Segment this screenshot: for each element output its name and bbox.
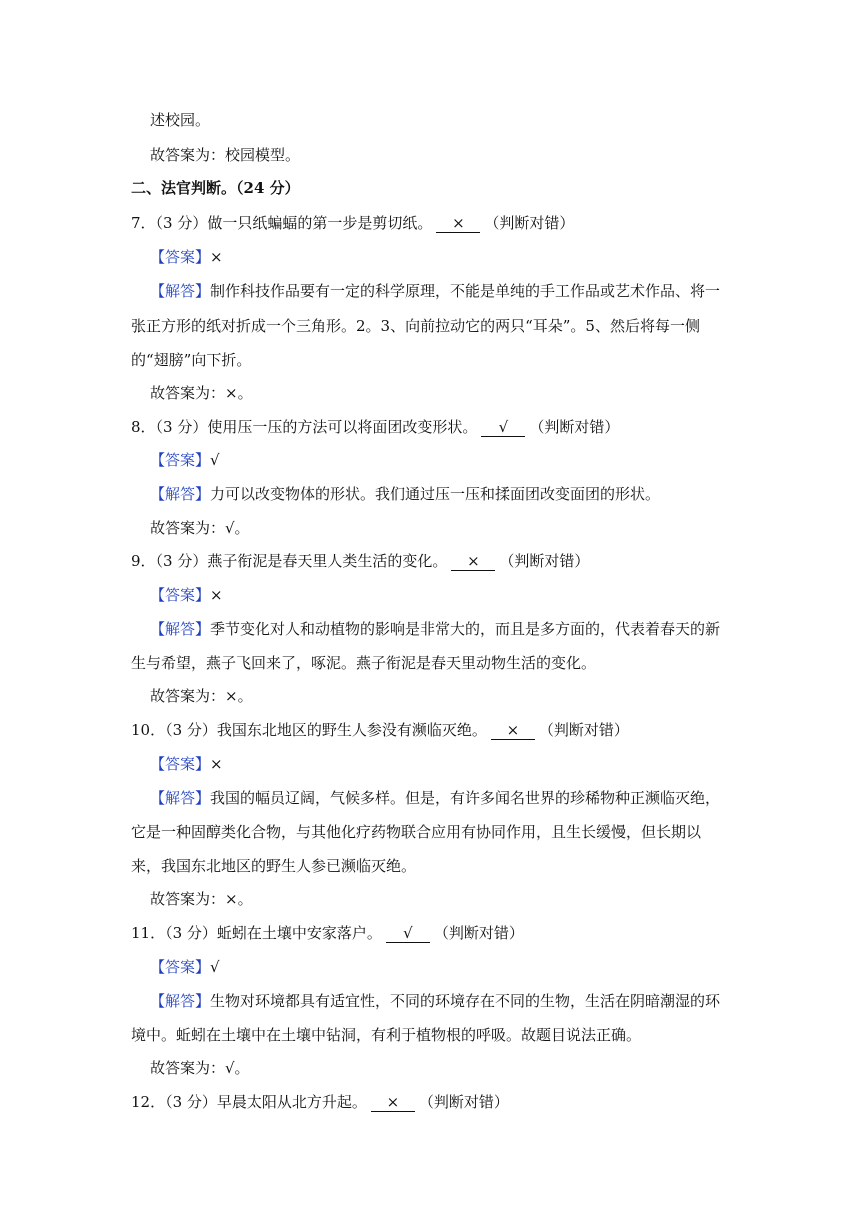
question-stem: 11．（3 分）蚯蚓在土壤中安家落户。: [131, 924, 382, 942]
analysis-tag: 【解答】: [150, 485, 211, 503]
conclusion-line: 故答案为：×。: [150, 384, 253, 402]
question-7: [131, 213, 574, 233]
question-8: [131, 417, 619, 437]
answer-tag: 【答案】: [150, 958, 211, 976]
answer-blank: ×: [436, 214, 480, 233]
answer-tag: 【答案】: [150, 248, 211, 266]
question-suffix: （判断对错）: [538, 721, 629, 739]
section-heading: 二、法官判断。（24 分）: [131, 179, 300, 197]
answer-blank: ×: [491, 721, 535, 740]
analysis-tag: 【解答】: [150, 992, 211, 1010]
analysis-text: 境中。蚯蚓在土壤中在土壤中钻洞，有利于植物根的呼吸。故题目说法正确。: [131, 1026, 642, 1044]
question-stem: 12．（3 分）早晨太阳从北方升起。: [131, 1093, 367, 1111]
answer-line: [150, 957, 220, 977]
question-9: [131, 551, 589, 571]
answer-line: [150, 247, 223, 267]
answer-line: [150, 450, 220, 470]
analysis-tag: 【解答】: [150, 282, 211, 300]
question-suffix: （判断对错）: [433, 924, 524, 942]
conclusion-line: 故答案为：×。: [150, 890, 253, 908]
analysis-text: 季节变化对人和动植物的影响是非常大的，而且是多方面的，代表着春天的新: [210, 620, 721, 638]
analysis-text: 生物对环境都具有适宜性，不同的环境存在不同的生物，生活在阴暗潮湿的环: [210, 992, 721, 1010]
analysis-line: [150, 619, 720, 639]
analysis-line: [150, 281, 720, 301]
question-suffix: （判断对错）: [418, 1093, 509, 1111]
conclusion-line: 故答案为：√。: [150, 1059, 250, 1077]
analysis-tag: 【解答】: [150, 789, 211, 807]
analysis-line: [150, 991, 720, 1011]
answer-blank: ×: [451, 552, 495, 571]
analysis-text: 我国的幅员辽阔，气候多样。但是，有许多闻名世界的珍稀物种正濒临灭绝，: [210, 789, 721, 807]
analysis-text: 的“翅膀”向下折。: [131, 351, 252, 369]
analysis-text: 生与希望，燕子飞回来了，啄泥。燕子衔泥是春天里动物生活的变化。: [131, 654, 597, 672]
answer-tag: 【答案】: [150, 451, 211, 469]
answer-value: √: [210, 451, 220, 469]
answer-blank: √: [481, 418, 525, 437]
question-suffix: （判断对错）: [484, 214, 575, 232]
answer-value: √: [210, 958, 220, 976]
question-10: [131, 720, 629, 740]
question-stem: 9．（3 分）燕子衔泥是春天里人类生活的变化。: [131, 552, 448, 570]
answer-blank: ×: [371, 1093, 415, 1112]
question-12: [131, 1092, 509, 1112]
question-stem: 10．（3 分）我国东北地区的野生人参没有濒临灭绝。: [131, 721, 487, 739]
answer-line: [150, 754, 223, 774]
conclusion-line: 故答案为：√。: [150, 519, 250, 537]
analysis-line: [150, 484, 660, 504]
answer-line: [150, 585, 223, 605]
answer-tag: 【答案】: [150, 586, 211, 604]
analysis-line: [150, 788, 720, 808]
text-line: 述校园。: [150, 111, 211, 129]
answer-tag: 【答案】: [150, 755, 211, 773]
analysis-text: 张正方形的纸对折成一个三角形。2。3、向前拉动它的两只“耳朵”。5、然后将每一侧: [131, 317, 700, 335]
question-stem: 7．（3 分）做一只纸蝙蝠的第一步是剪切纸。: [131, 214, 433, 232]
analysis-text: 制作科技作品要有一定的科学原理，不能是单纯的手工作品或艺术作品、将一: [210, 282, 721, 300]
answer-value: ×: [210, 586, 223, 604]
analysis-tag: 【解答】: [150, 620, 211, 638]
analysis-text: 来，我国东北地区的野生人参已濒临灭绝。: [131, 857, 417, 875]
analysis-text: 力可以改变物体的形状。我们通过压一压和揉面团改变面团的形状。: [210, 485, 661, 503]
question-suffix: （判断对错）: [499, 552, 590, 570]
analysis-text: 它是一种固醇类化合物，与其他化疗药物联合应用有协同作用，且生长缓慢，但长期以: [131, 823, 702, 841]
answer-blank: √: [386, 924, 430, 943]
question-11: [131, 923, 524, 943]
answer-value: ×: [210, 755, 223, 773]
question-stem: 8．（3 分）使用压一压的方法可以将面团改变形状。: [131, 418, 478, 436]
question-suffix: （判断对错）: [529, 418, 620, 436]
answer-value: ×: [210, 248, 223, 266]
conclusion-line: 故答案为：×。: [150, 687, 253, 705]
conclusion-line: 故答案为：校园模型。: [150, 146, 301, 164]
